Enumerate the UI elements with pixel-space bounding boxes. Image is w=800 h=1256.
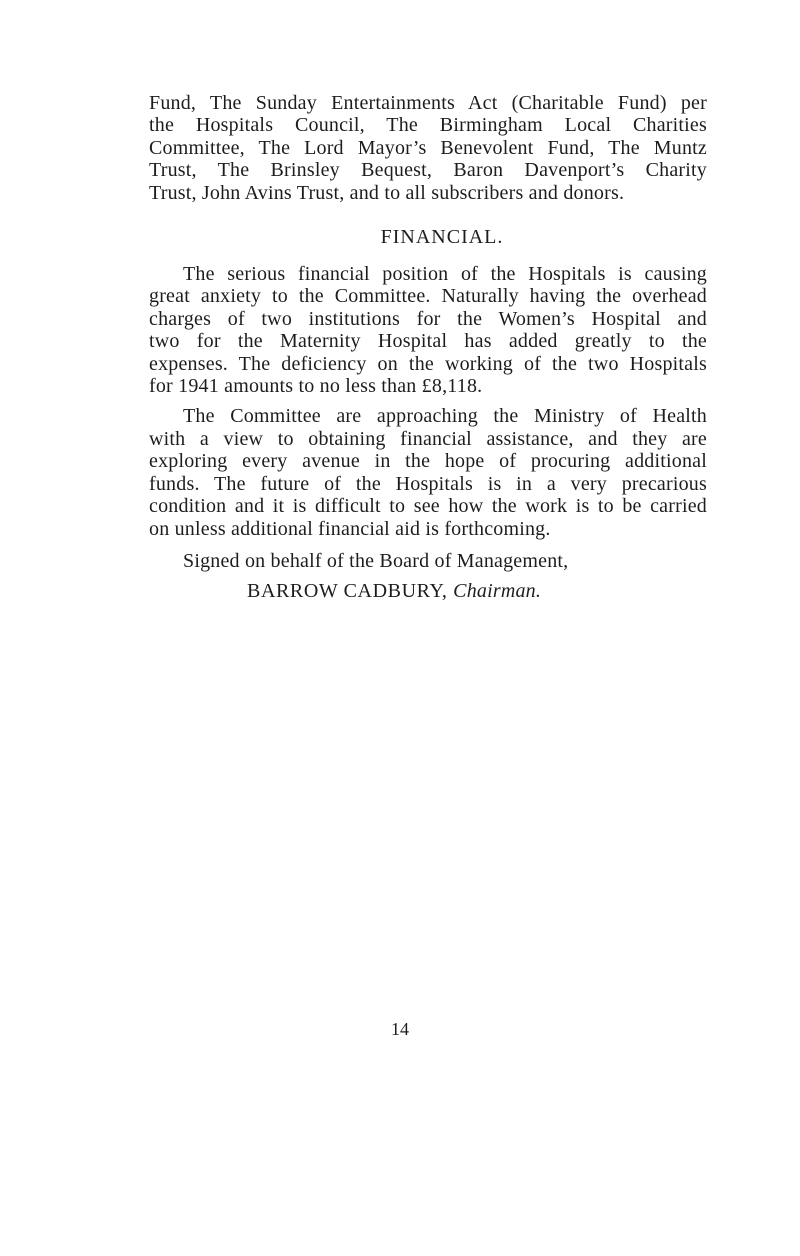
signatory-name: BARROW CADBURY,	[247, 580, 448, 603]
text-line: Trust, The Brinsley Bequest, Baron Davenport’s Charity	[149, 159, 707, 182]
text-line: Fund, The Sunday Entertainments Act (Charitable Fund) per	[149, 92, 707, 114]
text-line: for 1941 amounts to no less than £8,118.	[149, 375, 483, 398]
text-line: Committee, The Lord Mayor’s Benevolent Fund, The Muntz	[149, 136, 707, 159]
text-line: condition and it is difficult to see how the work is to be carried	[149, 495, 707, 518]
financial-paragraph-1	[149, 263, 707, 397]
signatory	[149, 579, 707, 603]
signature-block	[149, 550, 707, 603]
acknowledgements-paragraph	[149, 92, 707, 204]
signed-on-behalf-line: Signed on behalf of the Board of Management,	[183, 549, 569, 572]
text-line: funds. The future of the Hospitals is in a very precarious	[149, 472, 707, 495]
text-line: great anxiety to the Committee. Naturally having the overhead	[149, 285, 707, 308]
text-line: Trust, John Avins Trust, and to all subscribers and donors.	[149, 181, 625, 204]
text-line: exploring every avenue in the hope of procuring additional	[149, 450, 707, 473]
text-line: The Committee are approaching the Ministry of Health	[183, 405, 707, 428]
text-line: on unless additional financial aid is forthcoming.	[149, 517, 551, 540]
text-line: The serious financial position of the Hospitals is causing	[183, 263, 707, 286]
text-line: expenses. The deficiency on the working of the two Hospitals	[149, 352, 707, 375]
section-heading: FINANCIAL.	[380, 226, 504, 249]
text-line: with a view to obtaining financial assistance, and they are	[149, 427, 707, 450]
document-page	[149, 92, 707, 603]
financial-paragraph-2	[149, 405, 707, 539]
text-line: two for the Maternity Hospital has added greatly to the	[149, 330, 707, 353]
signatory-title: Chairman.	[453, 580, 542, 603]
text-line: charges of two institutions for the Women’s Hospital and	[149, 307, 707, 330]
text-line: the Hospitals Council, The Birmingham Local Charities	[149, 114, 707, 137]
page-number: 14	[391, 1019, 409, 1039]
